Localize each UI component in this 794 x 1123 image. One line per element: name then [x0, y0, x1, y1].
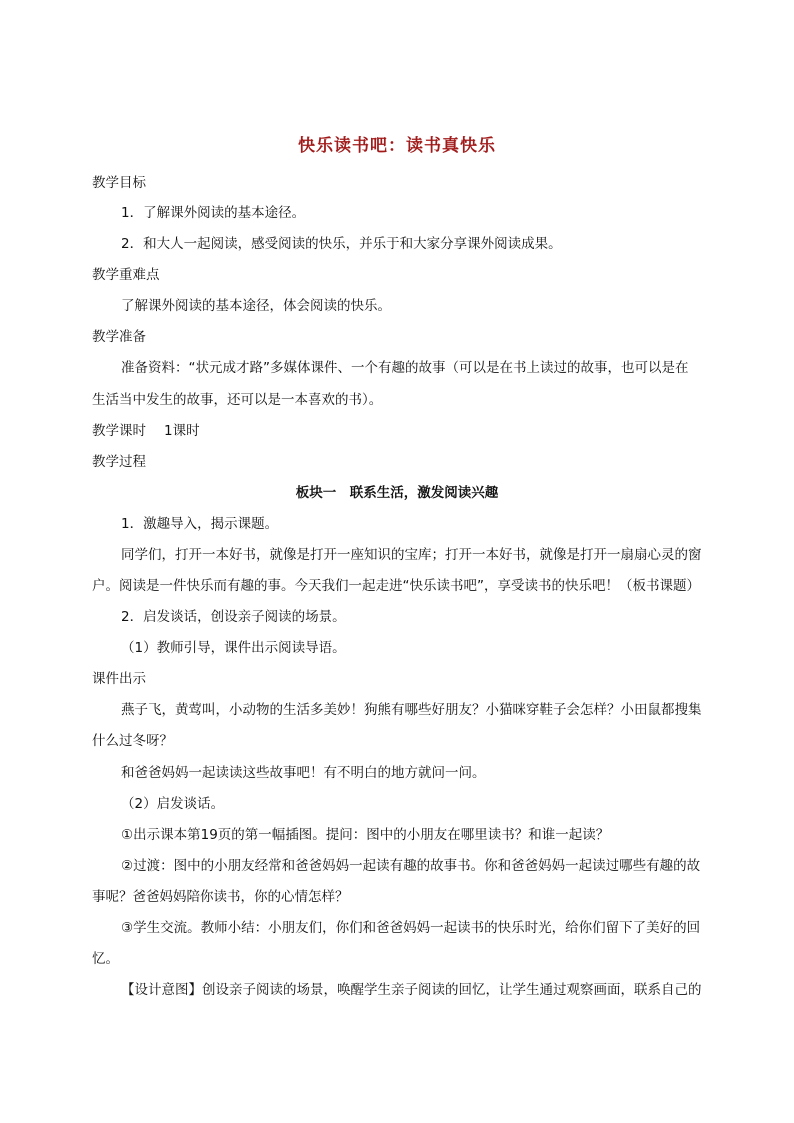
hours-line	[92, 421, 200, 441]
preparation-text-line1: 准备资料：“状元成才路”多媒体课件、一个有趣的故事（可以是在书上读过的故事，也可以是在	[121, 360, 689, 376]
key-points-heading: 教学重难点	[92, 267, 160, 283]
question-3-line1: ③学生交流。教师小结：小朋友们，你们和爸爸妈妈一起读书的快乐时光，给你们留下了美好的回	[121, 920, 701, 936]
question-2-line1: ②过渡：图中的小朋友经常和爸爸妈妈一起读有趣的故事书。你和爸爸妈妈一起读过哪些有趣的故	[121, 858, 701, 874]
paragraph-1-line2: 户。阅读是一件快乐而有趣的事。今天我们一起走进“快乐读书吧”，享受读书的快乐吧！（板书课题）	[92, 578, 700, 594]
question-1: ①出示课本第19页的第一幅插图。提问：图中的小朋友在哪里读书？和谁一起读？	[121, 827, 610, 843]
preparation-heading: 教学准备	[92, 329, 146, 345]
key-points-text: 了解课外阅读的基本途径，体会阅读的快乐。	[121, 298, 391, 314]
courseware-line3: 和爸爸妈妈一起读读这些故事吧！有不明白的地方就问一问。	[121, 765, 486, 781]
objective-item-1: 1．了解课外阅读的基本途径。	[121, 205, 306, 221]
step-1: 1．激趣导入，揭示课题。	[121, 516, 279, 532]
design-intent-line1: 【设计意图】创设亲子阅读的场景，唤醒学生亲子阅读的回忆，让学生通过观察画面，联系自己的	[121, 982, 702, 998]
sub-step-1: （1）教师引导，课件出示阅读导语。	[121, 640, 346, 656]
hours-value: 1课时	[164, 423, 200, 439]
question-2-line2: 事呢？爸爸妈妈陪你读书，你的心情怎样？	[92, 889, 349, 905]
hours-label: 教学课时	[92, 423, 146, 439]
objective-item-2: 2．和大人一起阅读，感受阅读的快乐，并乐于和大家分享课外阅读成果。	[121, 236, 562, 252]
process-heading: 教学过程	[92, 454, 146, 470]
step-2: 2．启发谈话，创设亲子阅读的场景。	[121, 609, 346, 625]
courseware-line1: 燕子飞，黄莺叫，小动物的生活多美妙！狗熊有哪些好朋友？小猫咪穿鞋子会怎样？小田鼠都搜集	[121, 702, 702, 718]
paragraph-1-line1: 同学们，打开一本好书，就像是打开一座知识的宝库；打开一本好书，就像是打开一扇扇心灵的窗	[121, 547, 702, 563]
question-3-line2: 忆。	[92, 951, 119, 967]
document-title: 快乐读书吧：读书真快乐	[298, 136, 496, 156]
sub-step-2: （2）启发谈话。	[121, 796, 225, 812]
preparation-text-line2: 生活当中发生的故事，还可以是一本喜欢的书）。	[92, 392, 383, 408]
courseware-line2: 什么过冬呀？	[92, 733, 173, 749]
section-title: 板块一 联系生活，激发阅读兴趣	[295, 485, 499, 501]
courseware-heading: 课件出示	[92, 671, 146, 687]
objectives-heading: 教学目标	[92, 175, 146, 191]
